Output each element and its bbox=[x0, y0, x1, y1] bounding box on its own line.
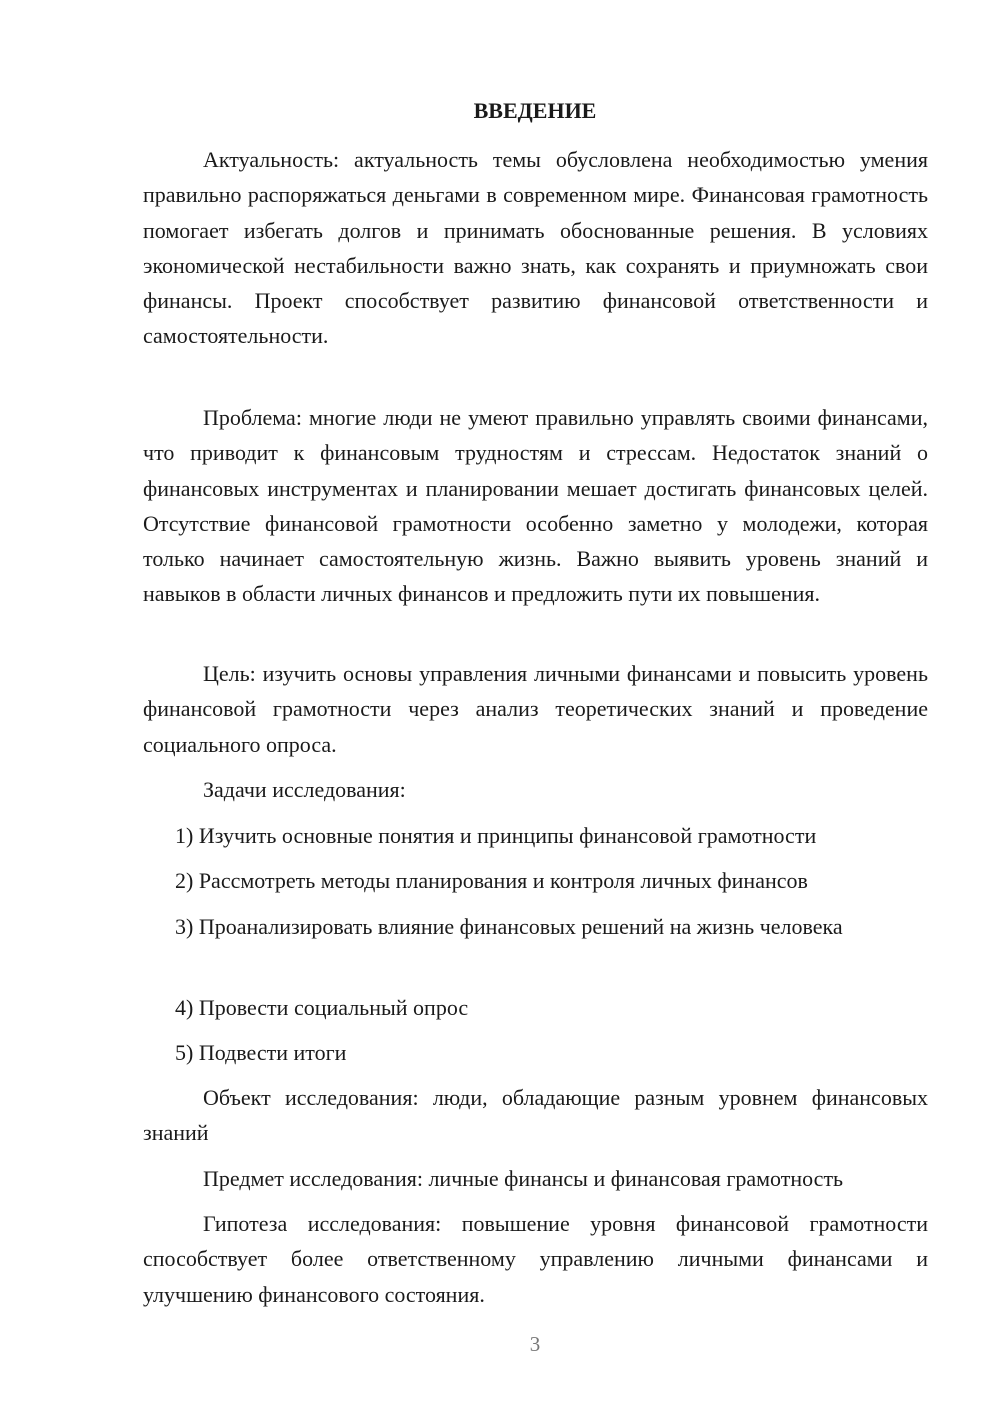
problem-paragraph: Проблема: многие люди не умеют правильно управлять своими финансами, что приводит к финансовым трудностям и стрессам. Недостаток знаний о финансовых инструментах и планировании мешает достигать финансовых целей. Отсутствие финансовой грамотности особенно заметно у молодежи, которая только начинает самостоятельную жизнь. Важно выявить уровень знаний и навыков в области личных финансов и предложить пути их повышения. bbox=[143, 405, 928, 607]
page-title: ВВЕДЕНИЕ bbox=[473, 98, 597, 123]
tasks-title: Задачи исследования: bbox=[203, 777, 406, 802]
page-number: 3 bbox=[529, 1332, 541, 1356]
hypothesis-paragraph: Гипотеза исследования: повышение уровня финансовой грамотности способствует более ответственному управлению личными финансами и улучшению финансового состояния. bbox=[143, 1211, 928, 1307]
task-item-2: 2) Рассмотреть методы планирования и контроля личных финансов bbox=[175, 868, 808, 893]
relevance-paragraph: Актуальность: актуальность темы обусловлена необходимостью умения правильно распоряжаться деньгами в современном мире. Финансовая грамотность помогает избегать долгов и принимать обоснованные решения. В условиях экономической нестабильности важно знать, как сохранять и приумножать свои финансы. Проект способствует развитию финансовой ответственности и самостоятельности. bbox=[143, 147, 928, 349]
task-item-3: 3) Проанализировать влияние финансовых решений на жизнь человека bbox=[175, 914, 843, 939]
subject-paragraph: Предмет исследования: личные финансы и финансовая грамотность bbox=[203, 1166, 844, 1191]
task-item-4: 4) Провести социальный опрос bbox=[175, 995, 469, 1020]
object-paragraph: Объект исследования: люди, обладающие разным уровнем финансовых знаний bbox=[143, 1085, 928, 1146]
goal-paragraph: Цель: изучить основы управления личными финансами и повысить уровень финансовой грамотности через анализ теоретических знаний и проведение социального опроса. bbox=[143, 661, 928, 757]
task-item-1: 1) Изучить основные понятия и принципы финансовой грамотности bbox=[175, 823, 817, 848]
task-item-5: 5) Подвести итоги bbox=[175, 1040, 347, 1065]
